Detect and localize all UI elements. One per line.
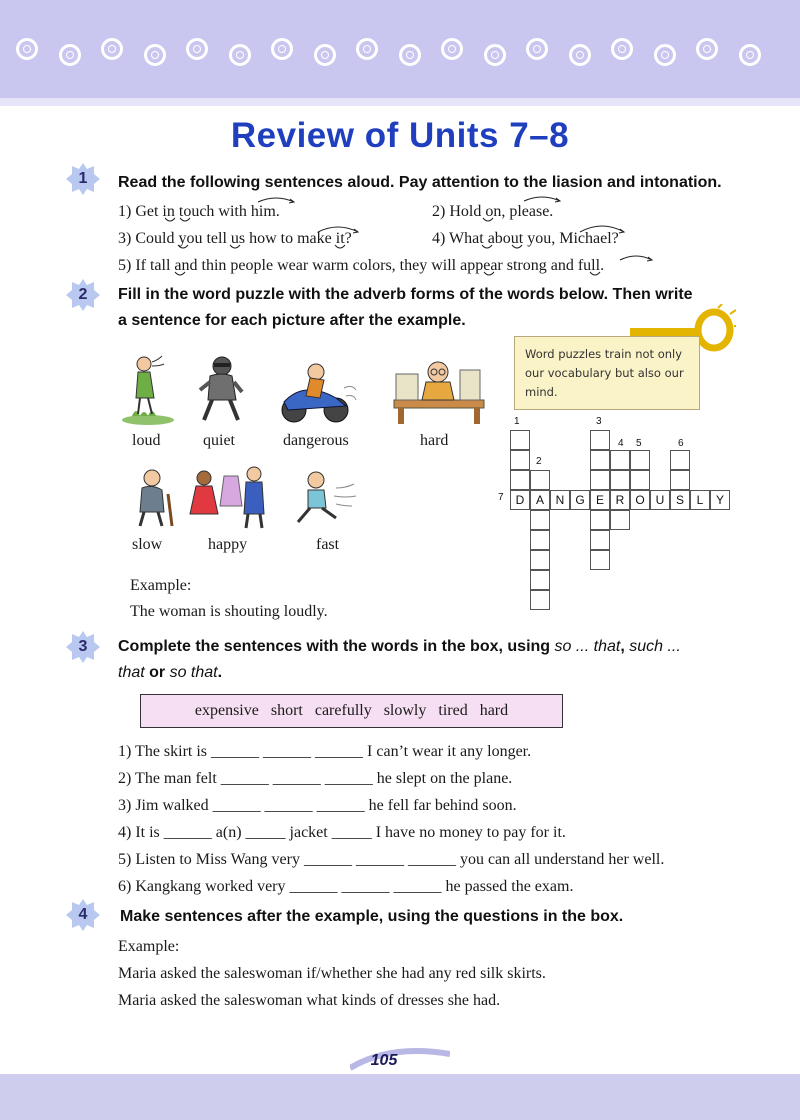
puzzle-cell[interactable] — [590, 470, 610, 490]
puzzle-cell[interactable] — [530, 570, 550, 590]
section3-sentence-1: 1) The skirt is ______ ______ ______ I can’t wear it any longer. — [118, 743, 532, 760]
section2-instruction-line1: Fill in the word puzzle with the adverb forms of the words below. Then write — [118, 286, 693, 303]
puzzle-letter-cell[interactable]: R — [610, 490, 630, 510]
puzzle-cell[interactable] — [610, 510, 630, 530]
puzzle-letter-cell[interactable]: A — [530, 490, 550, 510]
picture-shouting-woman — [118, 350, 178, 426]
word-slow: slow — [132, 536, 163, 553]
word-dangerous: dangerous — [283, 432, 349, 449]
section3-sentence-5: 5) Listen to Miss Wang very ______ ______ ______ you can all understand her well. — [118, 851, 665, 868]
picture-slow-old-man — [124, 468, 180, 528]
footer-band — [0, 1074, 800, 1120]
section1-sentence-5: 5) If tall and thin people wear warm colors, they will appear strong and full. — [118, 257, 605, 274]
page-number: 105 — [370, 1052, 398, 1069]
section-number-2: 2 — [78, 286, 88, 303]
picture-dangerous-rider — [276, 358, 358, 426]
puzzle-letter-cell[interactable]: N — [550, 490, 570, 510]
puzzle-letter-cell[interactable]: S — [670, 490, 690, 510]
section3-sentence-3: 3) Jim walked ______ ______ ______ he fell far behind soon. — [118, 797, 517, 814]
word-box: expensive short carefully slowly tired hard — [140, 694, 563, 728]
word-fast: fast — [316, 536, 340, 553]
section4-example-label: Example: — [118, 938, 180, 955]
puzzle-letter-cell[interactable]: U — [650, 490, 670, 510]
word-quiet: quiet — [203, 432, 235, 449]
puzzle-letter-cell[interactable]: G — [570, 490, 590, 510]
puzzle-cell[interactable] — [530, 550, 550, 570]
puzzle-clue-number: 6 — [678, 438, 684, 449]
section1-sentence-4: 4) What about you, Michael? — [432, 230, 619, 247]
section2-example-sentence: The woman is shouting loudly. — [130, 603, 328, 620]
puzzle-cell[interactable] — [590, 510, 610, 530]
puzzle-note: Word puzzles train not only our vocabulary but also our mind. — [514, 336, 700, 410]
puzzle-clue-number: 3 — [596, 416, 602, 427]
puzzle-cell[interactable] — [590, 530, 610, 550]
puzzle-cell[interactable] — [670, 470, 690, 490]
section-number-1: 1 — [78, 170, 88, 187]
page-title: Review of Units 7–8 — [230, 116, 570, 155]
puzzle-cell[interactable] — [510, 470, 530, 490]
puzzle-cell[interactable] — [630, 450, 650, 470]
puzzle-cell[interactable] — [590, 430, 610, 450]
picture-quiet-thief — [192, 354, 248, 426]
word-hard: hard — [420, 432, 449, 449]
section2-instruction-line2: a sentence for each picture after the example. — [118, 312, 466, 329]
puzzle-cell[interactable] — [510, 450, 530, 470]
section4-example-2: Maria asked the saleswoman what kinds of dresses she had. — [118, 992, 501, 1009]
section1-sentence-2: 2) Hold on, please. — [432, 203, 554, 220]
puzzle-cell[interactable] — [530, 530, 550, 550]
puzzle-clue-number: 5 — [636, 438, 642, 449]
puzzle-clue-number: 1 — [514, 416, 520, 427]
picture-happy-shoppers — [188, 464, 272, 530]
section1-sentence-3: 3) Could you tell us how to make it? — [118, 230, 352, 247]
puzzle-letter-cell[interactable]: O — [630, 490, 650, 510]
section4-example-1: Maria asked the saleswoman if/whether she had any red silk skirts. — [118, 965, 546, 982]
section4-instruction: Make sentences after the example, using the questions in the box. — [120, 908, 624, 925]
section3-instruction-line2: that or so that. — [118, 664, 223, 681]
puzzle-cell[interactable] — [670, 450, 690, 470]
puzzle-cell[interactable] — [530, 510, 550, 530]
puzzle-cell[interactable] — [510, 430, 530, 450]
word-loud: loud — [132, 432, 161, 449]
puzzle-clue-number: 2 — [536, 456, 542, 467]
puzzle-cell[interactable] — [590, 550, 610, 570]
picture-hard-worker — [388, 350, 488, 426]
puzzle-letter-cell[interactable]: L — [690, 490, 710, 510]
puzzle-cell[interactable] — [630, 470, 650, 490]
section-number-4: 4 — [78, 906, 88, 923]
section3-instruction-line1: Complete the sentences with the words in the box, using so ... that, such ... — [118, 638, 681, 655]
puzzle-letter-cell[interactable]: E — [590, 490, 610, 510]
puzzle-cell[interactable] — [530, 470, 550, 490]
puzzle-clue-number: 4 — [618, 438, 624, 449]
section3-sentence-4: 4) It is ______ a(n) _____ jacket _____ I have no money to pay for it. — [118, 824, 566, 841]
section1-instruction: Read the following sentences aloud. Pay attention to the liasion and intonation. — [118, 174, 722, 191]
section1-sentence-1: 1) Get in touch with him. — [118, 203, 280, 220]
puzzle-clue-number: 7 — [498, 492, 504, 503]
puzzle-cell[interactable] — [610, 450, 630, 470]
word-happy: happy — [208, 536, 248, 553]
section-number-3: 3 — [78, 638, 88, 655]
puzzle-letter-cell[interactable]: D — [510, 490, 530, 510]
section3-sentence-2: 2) The man felt ______ ______ ______ he slept on the plane. — [118, 770, 513, 787]
puzzle-cell[interactable] — [590, 450, 610, 470]
puzzle-letter-cell[interactable]: Y — [710, 490, 730, 510]
section2-example-label: Example: — [130, 577, 192, 594]
puzzle-cell[interactable] — [610, 470, 630, 490]
picture-fast-runner — [288, 470, 364, 526]
section3-sentence-6: 6) Kangkang worked very ______ ______ ______ he passed the exam. — [118, 878, 574, 895]
liaison-marks — [0, 0, 800, 300]
puzzle-cell[interactable] — [530, 590, 550, 610]
